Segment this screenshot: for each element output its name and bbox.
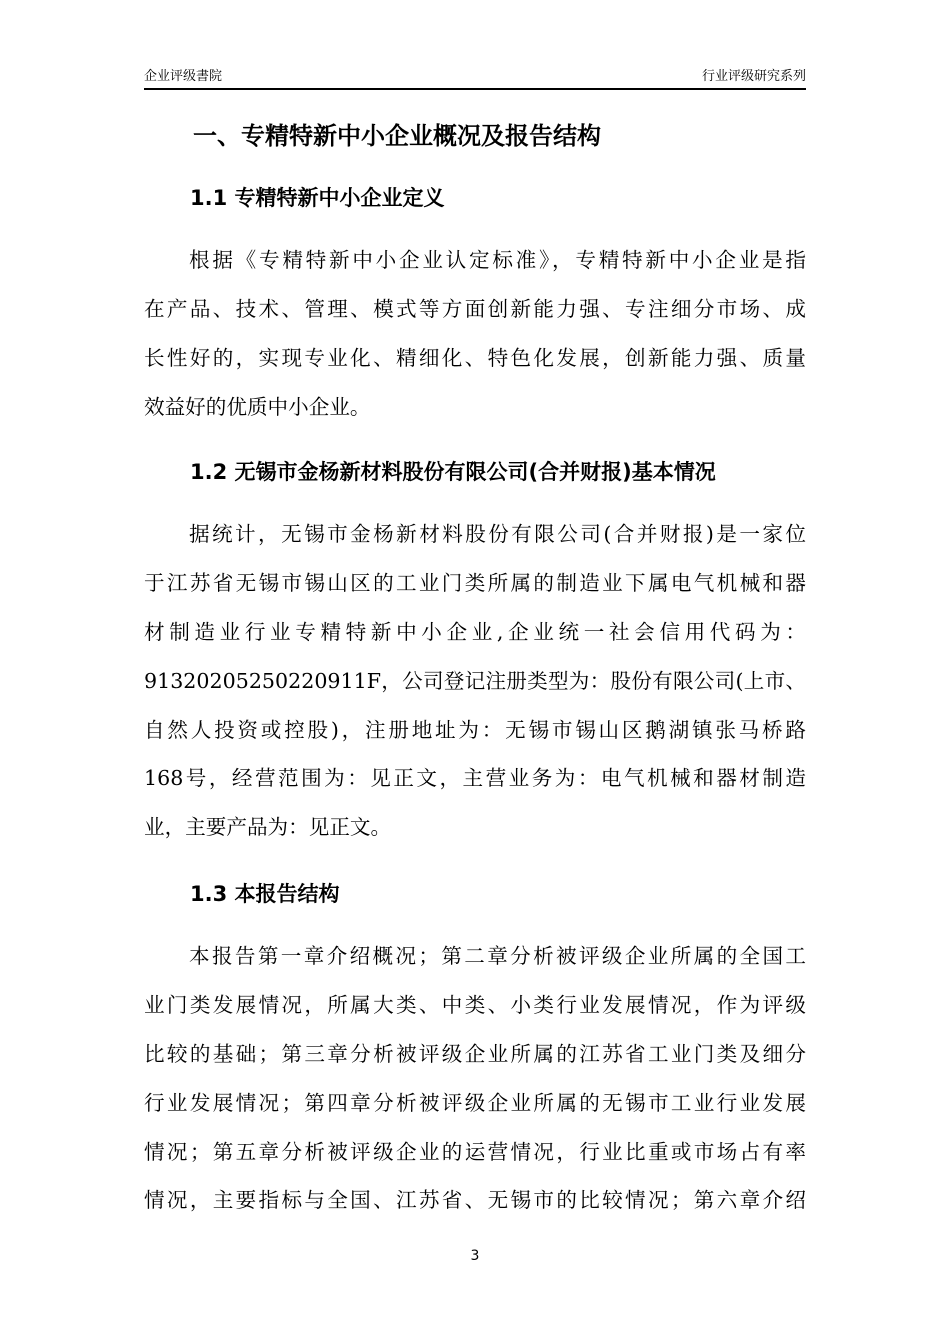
paragraph-line: 于江苏省无锡市锡山区的工业门类所属的制造业下属电气机械和器 — [144, 570, 806, 595]
section-1-1-paragraph — [144, 236, 806, 432]
section-1-3-paragraph — [144, 932, 806, 1225]
paragraph-line: 根据《专精特新中小企业认定标准》，专精特新中小企业是指 — [189, 248, 806, 272]
paragraph-line: 本报告第一章介绍概况；第二章分析被评级企业所属的全国工 — [189, 944, 806, 968]
header-publisher: 企业评级書院 — [144, 69, 223, 84]
chapter-title: 一、专精特新中小企业概况及报告结构 — [193, 122, 601, 150]
page-header — [144, 68, 806, 90]
paragraph-line: 长性好的，实现专业化、精细化、特色化发展，创新能力强、质量 — [144, 345, 806, 370]
section-heading-1-3: 1.3 本报告结构 — [190, 882, 340, 906]
paragraph-line: 168号，经营范围为：见正文，主营业务为：电气机械和器材制造 — [144, 766, 806, 791]
paragraph-line: 比较的基础；第三章分析被评级企业所属的江苏省工业门类及细分 — [144, 1041, 806, 1066]
paragraph-line: 业，主要产品为：见正文。 — [144, 815, 392, 840]
section-heading-1-2: 1.2 无锡市金杨新材料股份有限公司(合并财报)基本情况 — [190, 460, 716, 484]
paragraph-line: 情况，主要指标与全国、江苏省、无锡市的比较情况；第六章介绍 — [144, 1188, 806, 1213]
paragraph-line: 行业发展情况；第四章分析被评级企业所属的无锡市工业行业发展 — [144, 1090, 806, 1115]
section-heading-1-1: 1.1 专精特新中小企业定义 — [190, 186, 445, 210]
paragraph-line: 在产品、技术、管理、模式等方面创新能力强、专注细分市场、成 — [144, 296, 806, 321]
paragraph-line: 业门类发展情况，所属大类、中类、小类行业发展情况，作为评级 — [144, 992, 806, 1017]
page-number: 3 — [470, 1248, 480, 1264]
paragraph-line: 据统计，无锡市金杨新材料股份有限公司(合并财报)是一家位 — [189, 522, 806, 546]
paragraph-line: 情况；第五章分析被评级企业的运营情况，行业比重或市场占有率 — [144, 1139, 806, 1164]
paragraph-line: 材制造业行业专精特新中小企业,企业统一社会信用代码为： — [144, 619, 806, 644]
paragraph-line: 自然人投资或控股)，注册地址为：无锡市锡山区鹅湖镇张马桥路 — [144, 717, 806, 742]
paragraph-line: 效益好的优质中小企业。 — [144, 394, 371, 419]
header-series: 行业评级研究系列 — [701, 69, 806, 84]
paragraph-line: 91320205250220911F，公司登记注册类型为：股份有限公司(上市、 — [144, 668, 806, 693]
section-1-2-paragraph — [144, 510, 806, 852]
